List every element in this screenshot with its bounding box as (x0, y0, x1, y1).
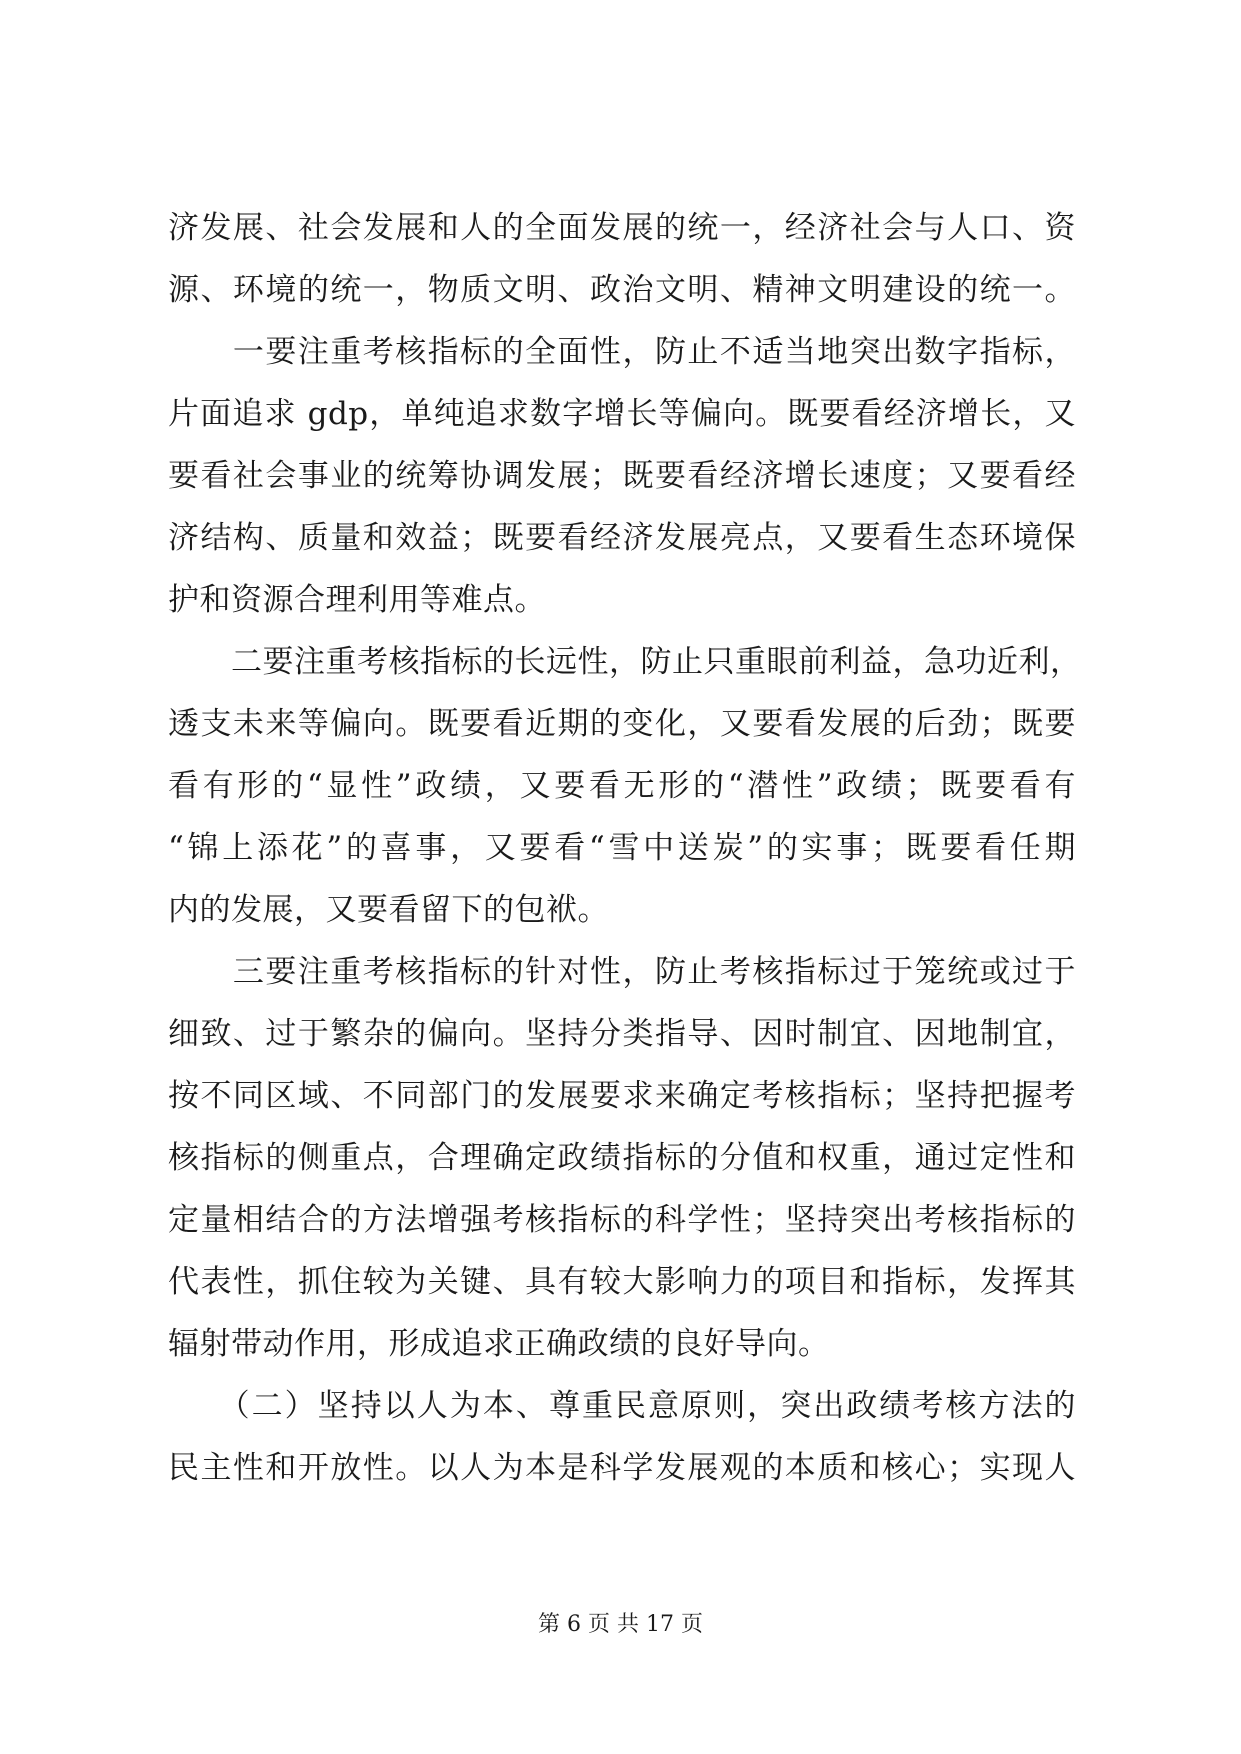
text-line: 源、环境的统一，物质文明、政治文明、精神文明建设的统一。 (168, 272, 1076, 308)
text-line: 定量相结合的方法增强考核指标的科学性；坚持突出考核指标的 (168, 1202, 1076, 1238)
text-line: 一要注重考核指标的全面性，防止不适当地突出数字指标， (168, 334, 1076, 370)
text-line: 透支未来等偏向。既要看近期的变化，又要看发展的后劲；既要 (168, 706, 1076, 742)
text-line: 二要注重考核指标的长远性，防止只重眼前利益，急功近利， (168, 644, 1082, 680)
text-line: 细致、过于繁杂的偏向。坚持分类指导、因时制宜、因地制宜， (168, 1016, 1076, 1052)
text-line: “锦上添花”的喜事，又要看“雪中送炭”的实事；既要看任期 (168, 830, 1076, 866)
text-line: 核指标的侧重点，合理确定政绩指标的分值和权重，通过定性和 (168, 1140, 1076, 1176)
text-line: 代表性，抓住较为关键、具有较大影响力的项目和指标，发挥其 (168, 1264, 1076, 1300)
text-line: 按不同区域、不同部门的发展要求来确定考核指标；坚持把握考 (168, 1078, 1076, 1114)
text-line: 片面追求 gdp，单纯追求数字增长等偏向。既要看经济增长，又 (168, 396, 1076, 432)
text-line: 三要注重考核指标的针对性，防止考核指标过于笼统或过于 (168, 954, 1076, 990)
text-line: 要看社会事业的统筹协调发展；既要看经济增长速度；又要看经 (168, 458, 1076, 494)
text-line: （二）坚持以人为本、尊重民意原则，突出政绩考核方法的 (168, 1388, 1076, 1424)
text-line: 民主性和开放性。以人为本是科学发展观的本质和核心；实现人 (168, 1450, 1076, 1486)
text-line: 护和资源合理利用等难点。 (168, 582, 546, 618)
text-line: 济结构、质量和效益；既要看经济发展亮点，又要看生态环境保 (168, 520, 1076, 556)
text-line: 济发展、社会发展和人的全面发展的统一，经济社会与人口、资 (168, 210, 1076, 246)
text-line: 内的发展，又要看留下的包袱。 (168, 892, 609, 928)
page-number-footer: 第 6 页 共 17 页 (538, 1612, 703, 1637)
text-line: 看有形的“显性”政绩，又要看无形的“潜性”政绩；既要看有 (168, 768, 1076, 804)
text-line: 辐射带动作用，形成追求正确政绩的良好导向。 (168, 1326, 830, 1362)
